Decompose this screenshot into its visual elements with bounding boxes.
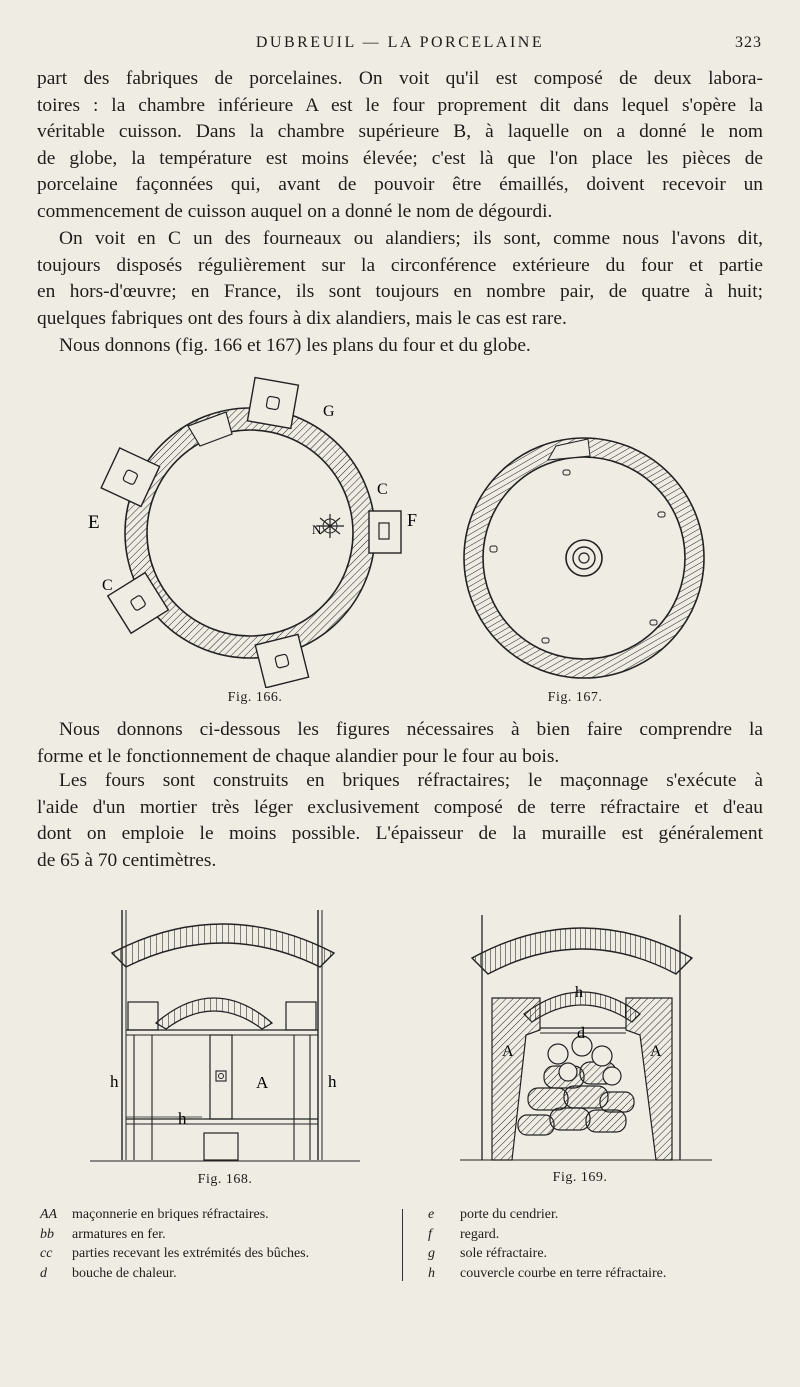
caption-fig-166: Fig. 166. (227, 690, 283, 705)
text-line: part des fabriques de porcelaines. On voit qu'il est composé de deux labora- (37, 68, 763, 89)
legend-item (428, 1225, 666, 1245)
caption-fig-168: Fig. 168. (197, 1172, 253, 1187)
legend-item (40, 1205, 309, 1225)
label-F: F (407, 510, 418, 530)
paragraph-5 (37, 768, 763, 874)
text-line: toires : la chambre inférieure A est le four proprement dit dans lequel s'opère la (37, 94, 763, 116)
legend-key: AA (40, 1207, 58, 1222)
legend-item (40, 1225, 309, 1245)
legend-right-column (428, 1205, 666, 1283)
text-line: véritable cuisson. Dans la chambre supérieure B, à laquelle on a donné le nom (37, 121, 763, 143)
text-line: Les fours sont construits en briques réfractaires; le maçonnage s'exécute à (59, 770, 763, 791)
legend-key: e (428, 1207, 435, 1222)
figure-legend (40, 1205, 770, 1285)
ash-door (204, 1133, 238, 1160)
label-h-bottom: h (178, 1109, 187, 1128)
figure-166-kiln-plan (80, 368, 440, 688)
outer-arch (112, 924, 334, 967)
text-line: en hors-d'œuvre; en France, ils sont toujours en nombre pair, de quatre à huit; (37, 281, 763, 303)
paragraph-2 (37, 226, 763, 332)
caption-fig-167: Fig. 167. (547, 690, 603, 705)
inner-arch (156, 998, 272, 1029)
paragraph-3 (37, 333, 763, 360)
firebox-top (247, 378, 298, 429)
legend-item (428, 1264, 666, 1284)
page-number: 323 (735, 34, 762, 51)
legend-divider (402, 1209, 403, 1281)
paragraph-4 (37, 717, 763, 770)
label-G: G (323, 403, 335, 420)
firebox-right (369, 511, 401, 553)
label-A-right: A (650, 1043, 662, 1060)
legend-text: bouche de chaleur. (72, 1265, 177, 1281)
legend-text: armatures en fer. (72, 1226, 166, 1242)
outer-arch (472, 928, 692, 974)
label-C-left: C (102, 577, 113, 594)
text-line: Nous donnons ci-dessous les figures nécessaires à bien faire comprendre la (59, 719, 763, 740)
firewood-logs (518, 1036, 634, 1135)
legend-key: h (428, 1265, 435, 1281)
kiln-wall-ring (125, 408, 375, 658)
text-line: de globe, la température est moins élevée; c'est là que l'on place les pièces de (37, 147, 763, 169)
legend-item (40, 1244, 309, 1264)
legend-key: d (40, 1265, 47, 1281)
label-A-left: A (502, 1043, 514, 1060)
text-line: quelques fabriques ont des fours à dix alandiers, mais le cas est rare. (37, 307, 567, 329)
text-line: On voit en C un des fourneaux ou alandiers; ils sont, comme nous l'avons dit, (59, 228, 763, 249)
running-title: DUBREUIL — LA PORCELAINE (255, 34, 545, 51)
label-E: E (88, 512, 100, 533)
text-line: Nous donnons (fig. 166 et 167) les plans du four et du globe. (59, 335, 531, 356)
legend-key: cc (40, 1246, 53, 1261)
figure-169-firebox-section (460, 910, 720, 1165)
legend-text: maçonnerie en briques réfractaires. (72, 1207, 269, 1222)
legend-text: couvercle courbe en terre réfractaire. (460, 1265, 667, 1281)
legend-item (428, 1205, 666, 1225)
firebox-bottom (255, 634, 308, 687)
page-header (0, 34, 800, 56)
masonry-right (626, 998, 672, 1160)
legend-key: bb (40, 1226, 54, 1242)
text-line: dont on emploie le moins possible. L'épaisseur de la muraille est généralement (37, 823, 763, 845)
label-h: h (575, 984, 583, 1001)
label-h-right: h (328, 1072, 337, 1091)
legend-left-column (40, 1205, 309, 1283)
masonry-left (492, 998, 540, 1160)
legend-key: f (428, 1226, 432, 1242)
label-A: A (256, 1073, 269, 1092)
legend-item (40, 1264, 309, 1284)
paragraph-1 (37, 66, 763, 226)
legend-text: parties recevant les extrémités des bûches. (72, 1246, 310, 1261)
legend-key: g (428, 1246, 435, 1261)
text-line: l'aide d'un mortier très léger exclusivement composé de terre réfractaire et d'eau (37, 796, 763, 818)
text-line: commencement de cuisson auquel on a donné le nom de dégourdi. (37, 200, 553, 222)
figure-168-firebox-front (90, 905, 360, 1167)
label-C-top: C (377, 481, 388, 498)
legend-text: porte du cendrier. (460, 1207, 559, 1222)
text-line: forme et le fonctionnement de chaque alandier pour le four au bois. (37, 745, 560, 767)
legend-text: sole réfractaire. (460, 1246, 548, 1261)
globe-inner-floor (483, 457, 685, 659)
text-line: de 65 à 70 centimètres. (37, 849, 217, 871)
label-d: d (577, 1025, 585, 1042)
text-line: porcelaine façonnées qui, avant de pouvoir être émaillés, doivent recevoir un (37, 174, 763, 196)
legend-text: regard. (460, 1226, 500, 1242)
figure-167-globe-plan (460, 430, 720, 690)
legend-item (428, 1244, 666, 1264)
caption-fig-169: Fig. 169. (552, 1170, 608, 1185)
label-h-left: h (110, 1072, 119, 1091)
label-N: N (312, 522, 322, 537)
text-line: toujours disposés régulièrement sur la circonférence extérieure du four et partie (37, 254, 763, 276)
